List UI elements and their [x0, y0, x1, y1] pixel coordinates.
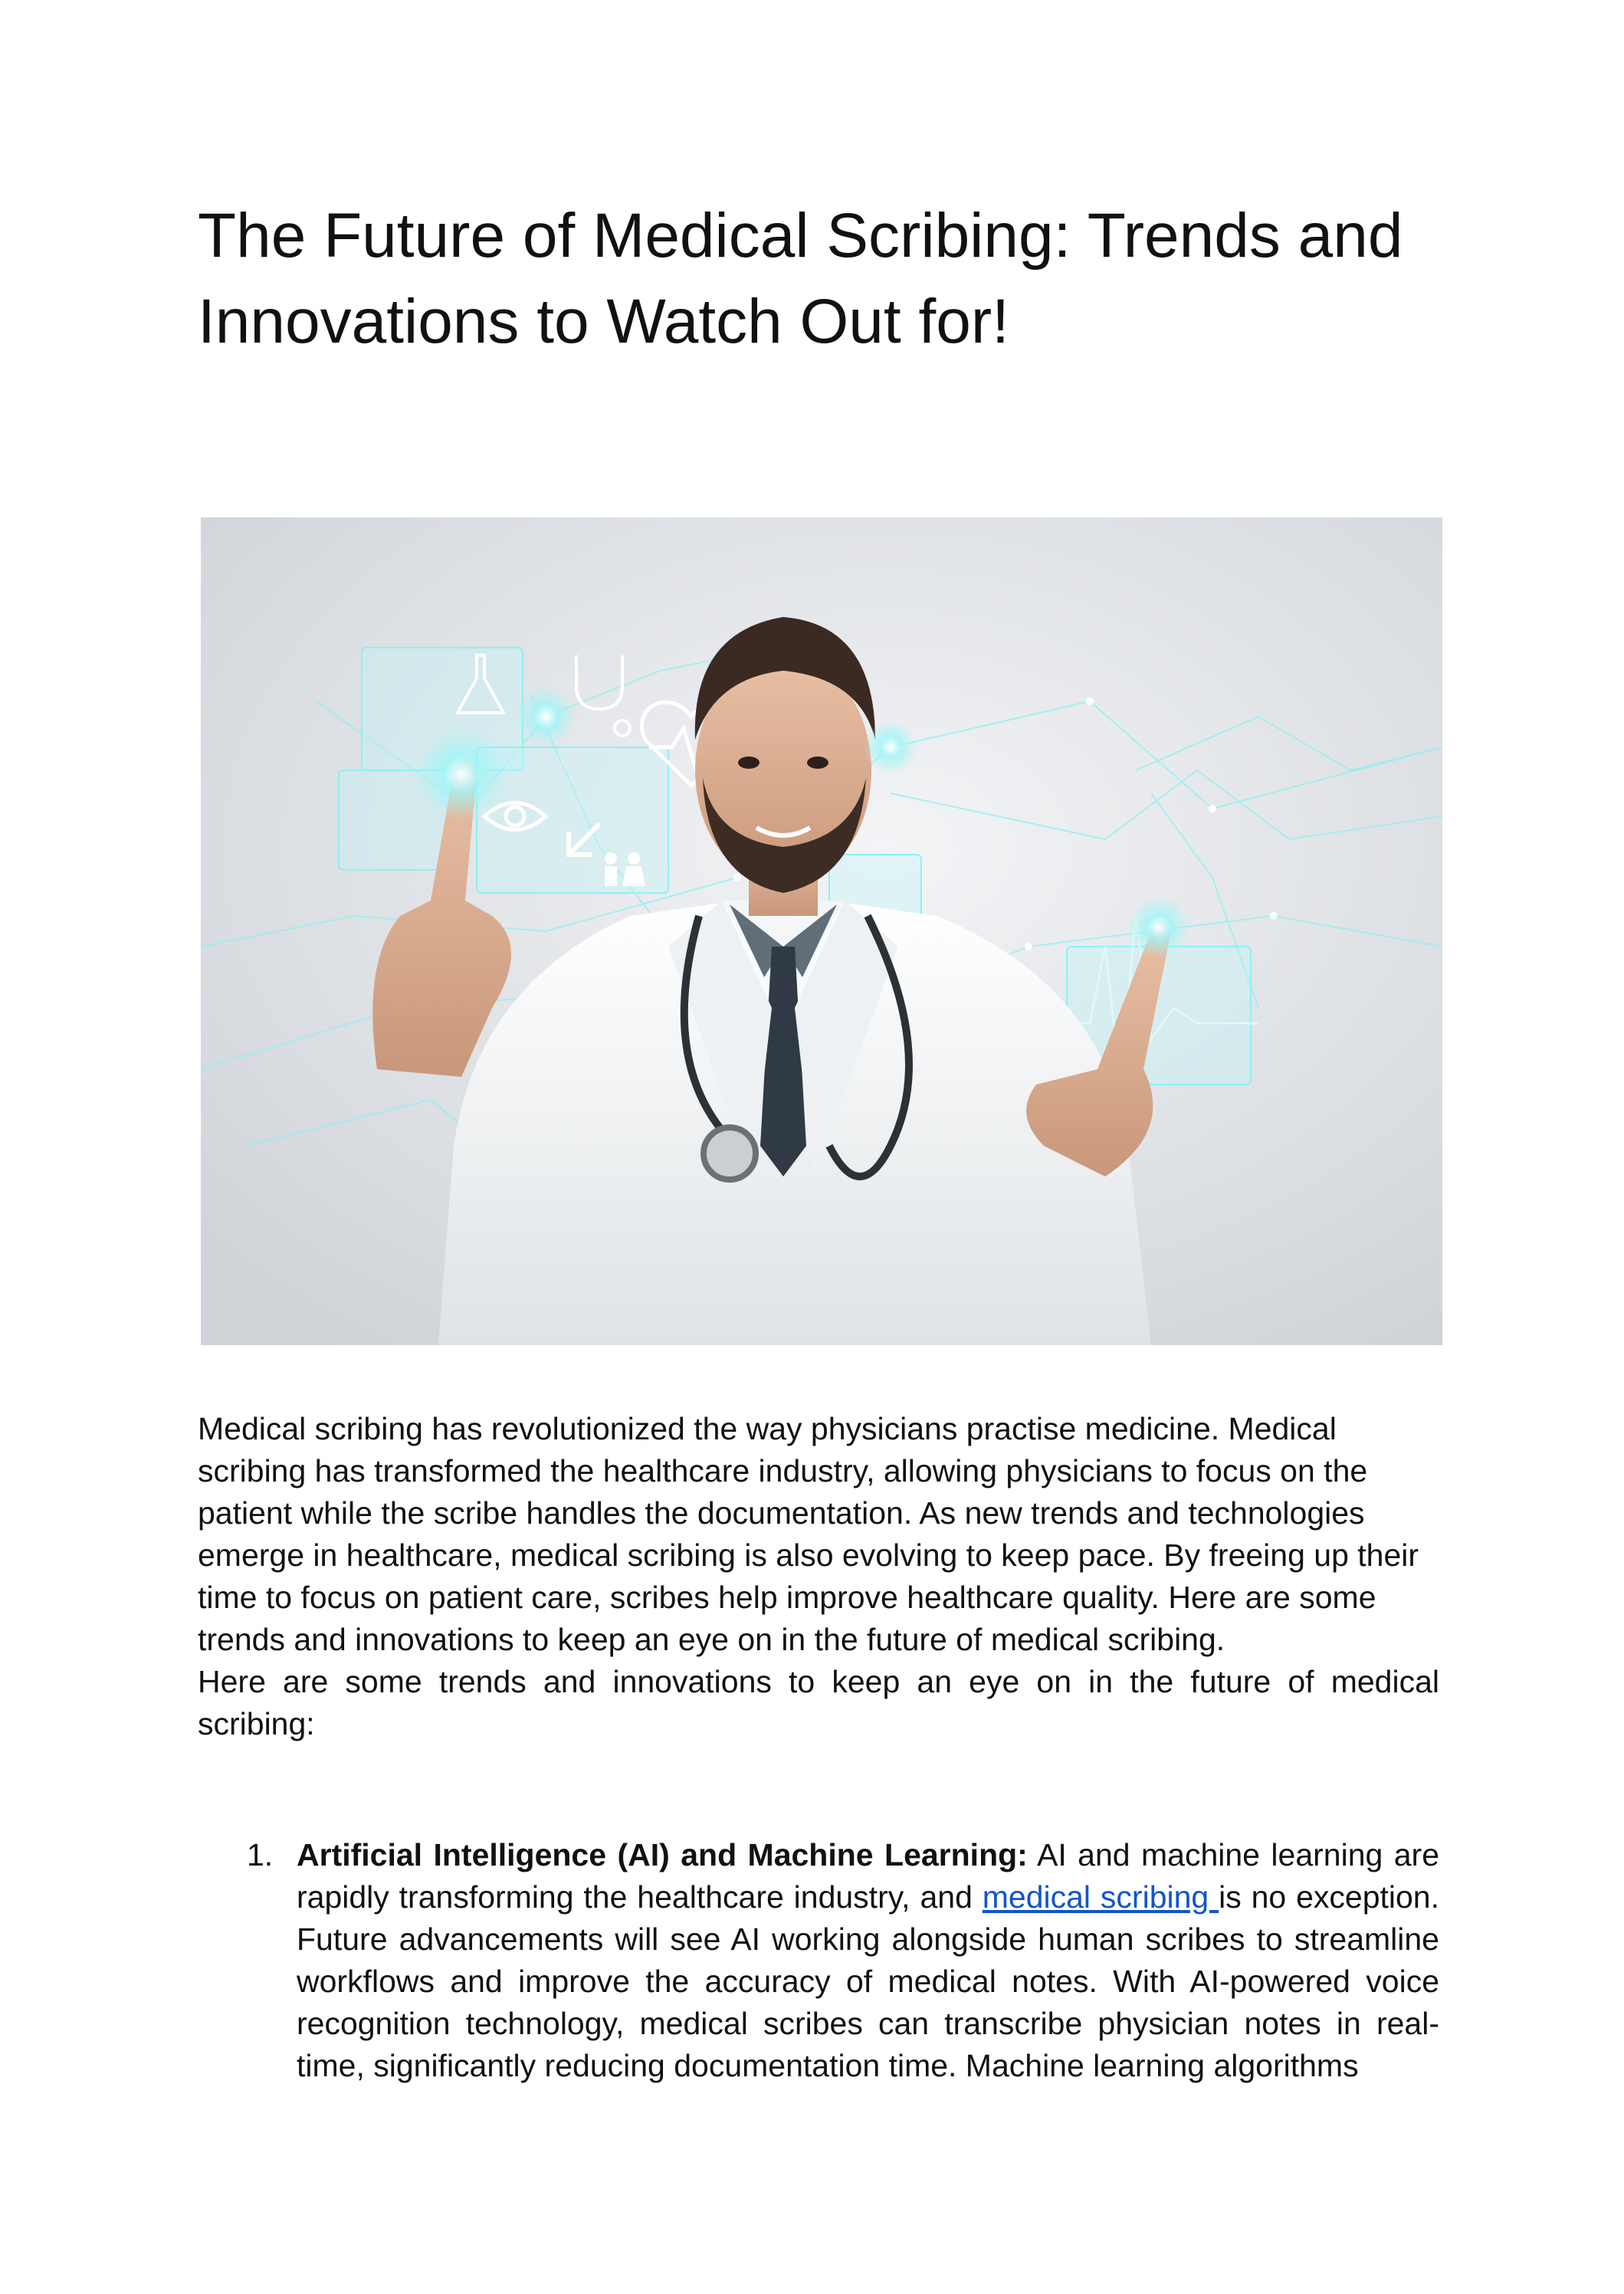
- list-item: [198, 1834, 1439, 2087]
- intro-paragraph: Medical scribing has revolutionized the way physicians practise medicine. Medical scribing has transformed the healthcare industry, allowing physicians to focus on the patient while the scribe handles the documentation. As new trends and technologies emerge in healthcare, medical scribing is also evolving to keep pace. By freeing up their time to focus on patient care, scribes help improve healthcare quality. Here are some trends and innovations to keep an eye on in the future of medical scribing.: [198, 1411, 1419, 1657]
- lead-in-paragraph: Here are some trends and innovations to keep an eye on in the future of medical scribing:: [198, 1664, 1439, 1741]
- list-item-text-continued: is no exception. Future advancements will see AI working alongside human scribes to streamline workflows and improve the accuracy of medical notes. With AI-powered voice recognition technology, medical scribes can transcribe physician notes in real-time, significantly reducing documentation time. Machine learning algorithms: [297, 1879, 1440, 2083]
- list-item-number: 1.: [247, 1837, 274, 1872]
- medical-scribing-link[interactable]: medical scribing: [982, 1879, 1219, 1915]
- hero-image: [201, 517, 1442, 1345]
- document-title: The Future of Medical Scribing: Trends and Innovations to Watch Out for!: [198, 201, 1403, 356]
- list-item-text: AI and machine learning are rapidly transforming the healthcare industry, and: [297, 1837, 1439, 1915]
- trends-list: [198, 1834, 1439, 2087]
- list-item-heading: Artificial Intelligence (AI) and Machine Learning:: [297, 1837, 1028, 1872]
